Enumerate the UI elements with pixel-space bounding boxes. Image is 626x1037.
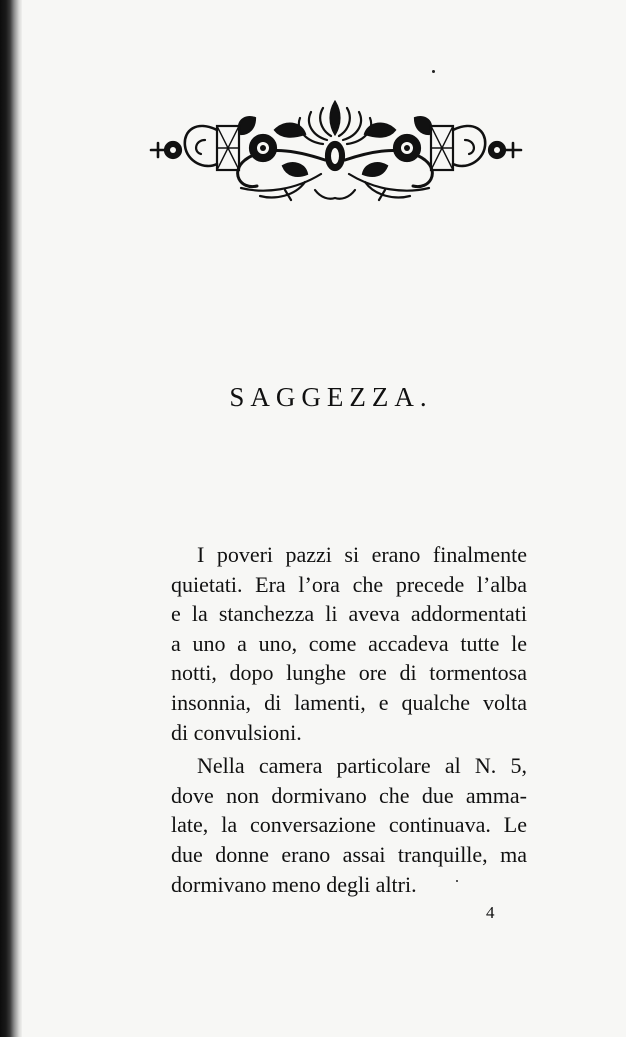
text-line: Nella camera particolare al N. 5,: [197, 753, 527, 779]
chapter-title: SAGGEZZA.: [229, 382, 433, 412]
page-number: 4: [486, 903, 495, 922]
text-line: due donne erano assai tranquille, ma: [171, 841, 527, 867]
text-line: dormivano meno degli altri.: [171, 871, 417, 897]
text-line: e la stanchezza li aveva addormentati: [171, 601, 527, 627]
text-line: insonnia, di lamenti, e qualche volta: [171, 689, 527, 715]
text-line: notti, dopo lunghe ore di tormentosa: [171, 660, 527, 686]
book-spine-shadow: [0, 0, 22, 1037]
text-line: quietati. Era l’ora che precede l’alba: [171, 571, 527, 597]
text-line: a uno a uno, come accadeva tutte le: [171, 630, 527, 656]
text-line: dove non dormivano che due amma-: [171, 782, 527, 808]
paragraph-1: [145, 540, 527, 747]
text-line: di convulsioni.: [171, 719, 302, 745]
paper-speck: [456, 880, 458, 882]
text-line: late, la conversazione continuava. Le: [171, 812, 527, 838]
text-line: I poveri pazzi si erano finalmente: [197, 542, 527, 567]
floral-headpiece-ornament-icon: [145, 90, 525, 205]
paragraph-2: [145, 751, 527, 899]
body-text: [145, 540, 527, 899]
paper-speck: [432, 70, 435, 73]
